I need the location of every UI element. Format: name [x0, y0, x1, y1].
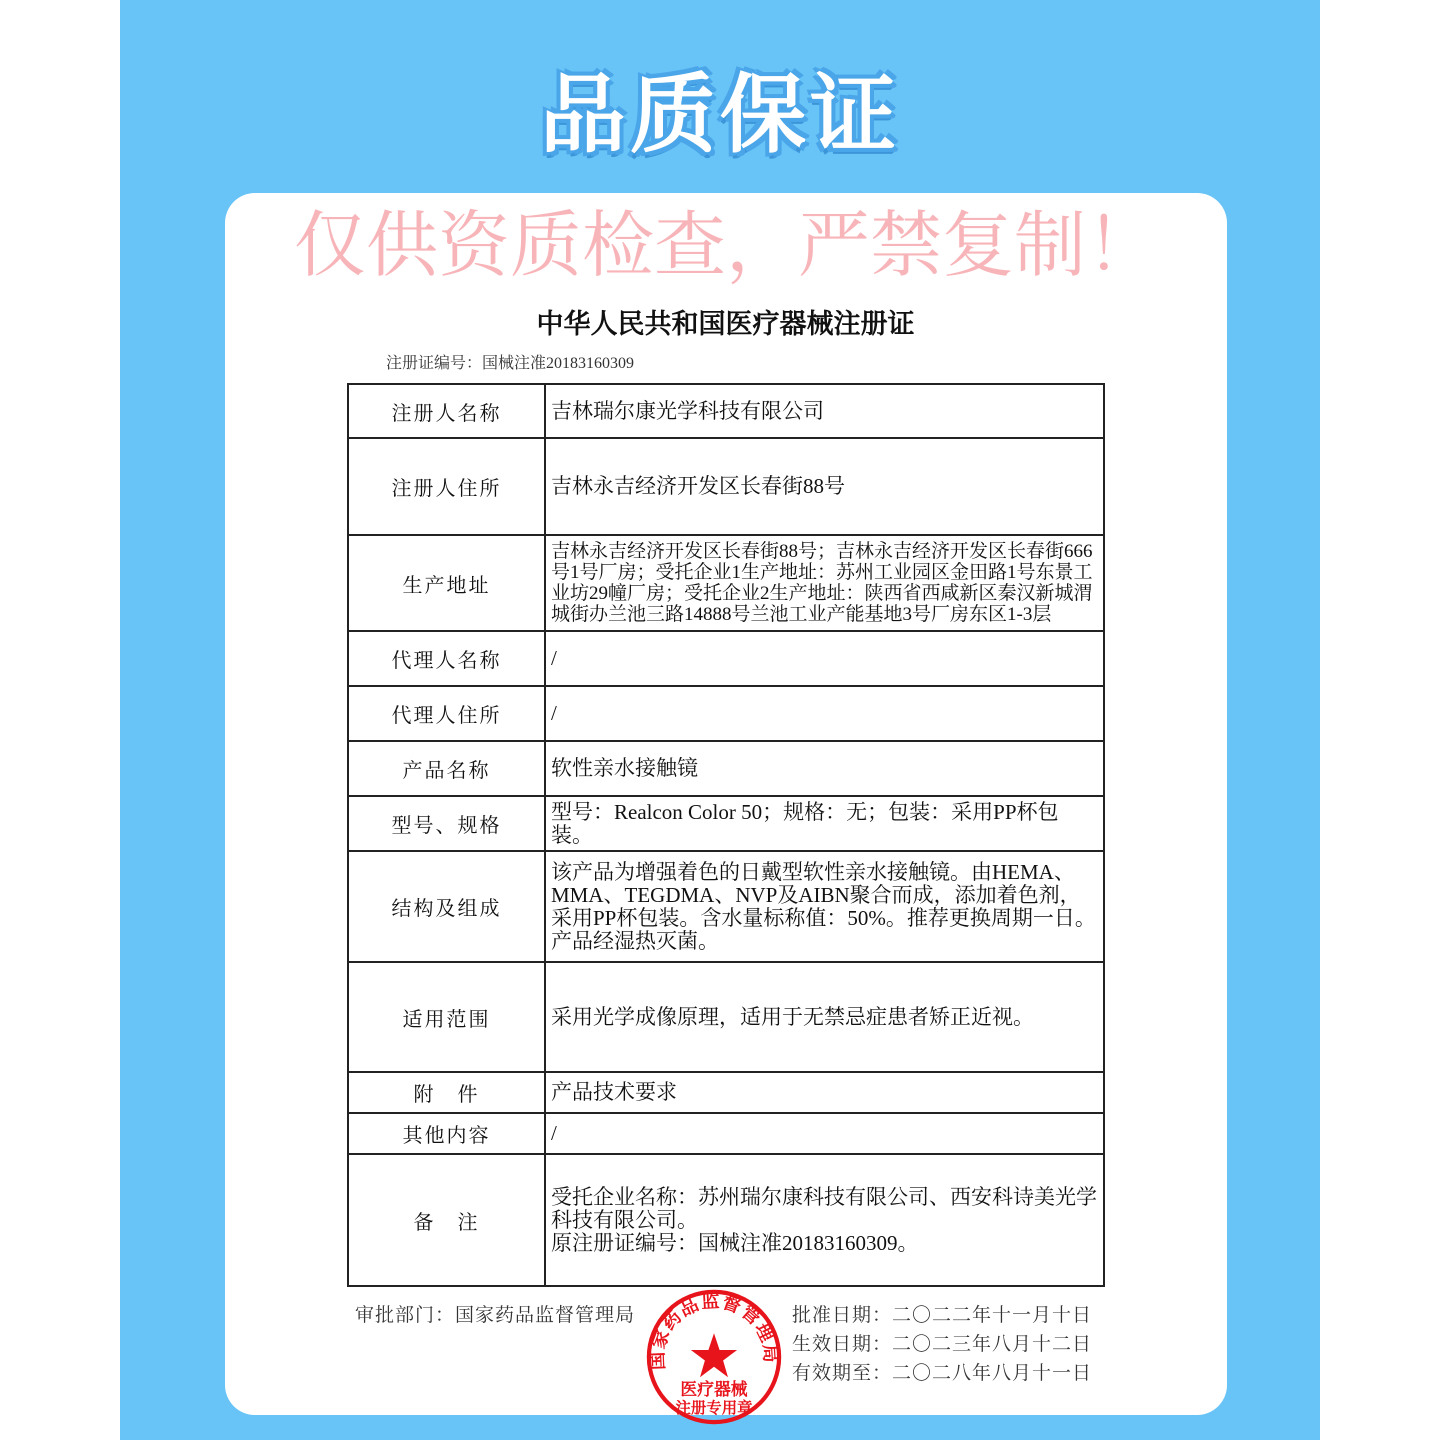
table-row — [348, 1113, 1104, 1154]
row-label: 适用范围 — [348, 962, 545, 1072]
row-label: 备 注 — [348, 1154, 545, 1286]
row-value: 产品技术要求 — [545, 1072, 1104, 1113]
effective-date: 生效日期：二〇二三年八月十二日 — [792, 1334, 1093, 1355]
row-label: 结构及组成 — [348, 851, 545, 962]
row-label: 型号、规格 — [348, 796, 545, 851]
table-row — [348, 438, 1104, 535]
official-seal — [644, 1287, 784, 1427]
approval-department: 审批部门：国家药品监督管理局 — [355, 1305, 636, 1326]
banner-title: 品质保证 — [540, 65, 900, 165]
row-value: / — [545, 631, 1104, 686]
remark-line: 受托企业名称：苏州瑞尔康科技有限公司、西安科诗美光学科技有限公司。 — [551, 1184, 1097, 1232]
row-value: 软性亲水接触镜 — [545, 741, 1104, 796]
row-label: 产品名称 — [348, 741, 545, 796]
table-row — [348, 384, 1104, 438]
row-label: 附 件 — [348, 1072, 545, 1113]
row-label: 注册人住所 — [348, 438, 545, 535]
row-label: 代理人名称 — [348, 631, 545, 686]
table-row — [348, 535, 1104, 631]
certificate-table — [347, 383, 1105, 1287]
table-row — [348, 631, 1104, 686]
star-icon — [691, 1333, 737, 1377]
row-label: 生产地址 — [348, 535, 545, 631]
table-row — [348, 1154, 1104, 1286]
row-value — [545, 1154, 1104, 1286]
approval-date: 批准日期：二〇二二年十一月十日 — [792, 1305, 1093, 1326]
table-row — [348, 962, 1104, 1072]
row-value: 采用光学成像原理，适用于无禁忌症患者矫正近视。 — [545, 962, 1104, 1072]
row-value: 该产品为增强着色的日戴型软性亲水接触镜。由HEMA、MMA、TEGDMA、NVP及AIBN聚合而成，添加着色剂，采用PP杯包装。含水量标称值：50%。推荐更换周期一日。产品经湿热灭菌。 — [545, 851, 1104, 962]
row-value: 吉林永吉经济开发区长春街88号 — [545, 438, 1104, 535]
table-row — [348, 796, 1104, 851]
seal-text-2: 注册专用章 — [675, 1399, 753, 1417]
table-row — [348, 851, 1104, 962]
row-value: 吉林永吉经济开发区长春街88号；吉林永吉经济开发区长春街666号1号厂房；受托企业1生产地址：苏州工业园区金田路1号东景工业坊29幢厂房；受托企业2生产地址：陕西省西咸新区秦汉新城渭城街办兰池三路14888号兰池工业产能基地3号厂房东区1-3层 — [545, 535, 1104, 631]
row-label: 其他内容 — [348, 1113, 545, 1154]
registration-number: 注册证编号：国械注准20183160309 — [386, 355, 635, 372]
certificate-title: 中华人民共和国医疗器械注册证 — [536, 309, 915, 340]
valid-until: 有效期至：二〇二八年八月十一日 — [792, 1363, 1093, 1384]
row-value: 吉林瑞尔康光学科技有限公司 — [545, 384, 1104, 438]
table-row — [348, 741, 1104, 796]
table-row — [348, 686, 1104, 741]
remark-line: 原注册证编号：国械注准20183160309。 — [551, 1230, 919, 1255]
row-value: / — [545, 686, 1104, 741]
seal-ring-text: 国家药品监督管理局 — [647, 1290, 781, 1371]
watermark: 仅供资质检查，严禁复制！ — [293, 206, 1158, 286]
table-row — [348, 1072, 1104, 1113]
seal-text-1: 医疗器械 — [680, 1378, 748, 1399]
row-label: 注册人名称 — [348, 384, 545, 438]
row-value: / — [545, 1113, 1104, 1154]
row-label: 代理人住所 — [348, 686, 545, 741]
row-value: 型号：Realcon Color 50；规格：无；包装：采用PP杯包装。 — [545, 796, 1104, 851]
